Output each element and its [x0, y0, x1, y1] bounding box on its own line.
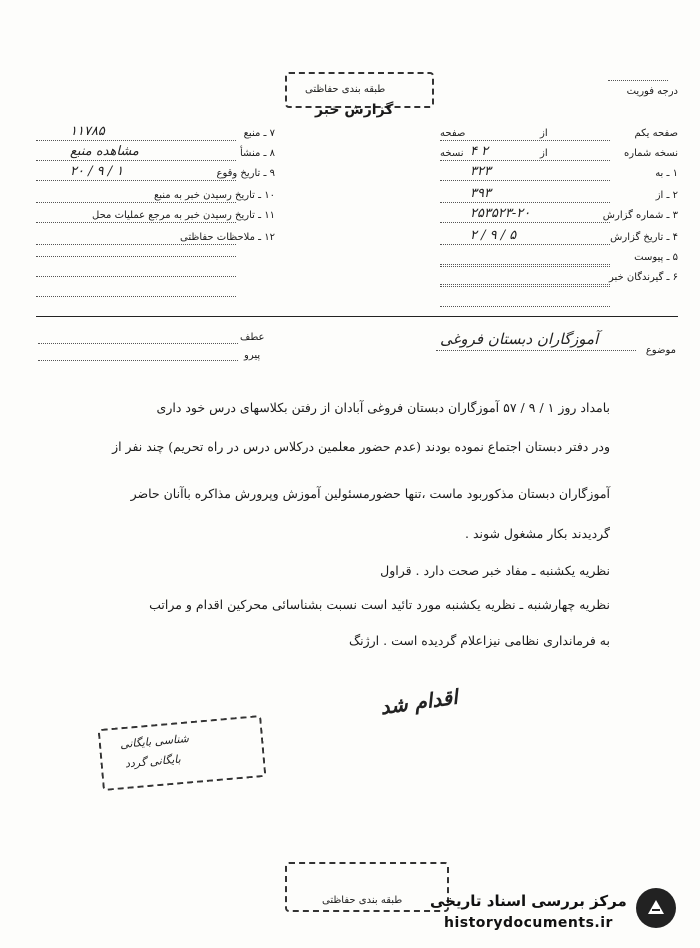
right-field-mid: از	[540, 128, 548, 139]
right-field-line	[440, 222, 610, 223]
ref-line	[38, 343, 238, 344]
right-field-end: صفحه	[440, 128, 466, 139]
right-field-label: ۳ ـ شماره گزارش	[602, 210, 678, 221]
blank-line	[36, 296, 236, 297]
document-title: گزارش خبر	[315, 102, 394, 118]
left-field-label: ۱۰ ـ تاریخ رسیدن خبر به منبع	[153, 190, 275, 201]
right-field-label: ۶ ـ گیرندگان خبر	[608, 272, 678, 283]
left-field-line	[36, 222, 236, 223]
archive-stamp	[98, 715, 267, 791]
subject-line	[436, 350, 636, 351]
right-field-label: صفحه یکم	[634, 128, 678, 139]
signature: اقدام شد	[378, 684, 460, 720]
left-field-line	[36, 202, 236, 203]
left-field-label: ۹ ـ تاریخ وقوع	[216, 168, 275, 179]
blank-line	[440, 306, 610, 307]
left-field-label: ۸ ـ منشأ	[239, 148, 275, 159]
ref-label: عطف	[240, 332, 265, 343]
left-field-label: ۱۱ ـ تاریخ رسیدن خبر به مرجع عملیات محل	[92, 210, 275, 221]
right-field-label: ۲ ـ از	[655, 190, 678, 201]
right-field-value: ۳۹۳	[470, 186, 491, 201]
right-field-value: ۵ / ۹ / ۲	[470, 228, 517, 243]
right-field-label: ۱ ـ به	[655, 168, 678, 179]
header-divider	[36, 316, 678, 317]
left-field-value: مشاهده منبع	[70, 144, 139, 159]
body-line-3: آموزگاران دبستان مذکوربود ماست ،تنها حضورمسئولین آموزش وپرورش مذاکره باآنان حاضر	[130, 486, 610, 501]
right-field-line	[440, 202, 610, 203]
right-field-mid: از	[540, 148, 548, 159]
left-field-value: ۱ / ۹ / ۲۰	[70, 164, 124, 179]
right-field-value: ۲ ۴	[470, 144, 489, 159]
body-line-4: گردیدند بکار مشغول شوند .	[465, 526, 610, 541]
footer-classification-label: طبقه بندی حفاظتی	[322, 895, 403, 906]
right-field-line	[440, 244, 610, 245]
blank-line	[440, 286, 610, 287]
follow-label: پیرو	[244, 350, 261, 361]
left-field-line	[36, 180, 236, 181]
stamp-text-1: شناسی بایگانی	[119, 732, 190, 751]
left-field-label: ۷ ـ منبع	[243, 128, 275, 139]
stamp-text-2: بایگانی گردد	[124, 752, 182, 771]
right-field-line	[440, 180, 610, 181]
right-field-end: نسخه	[440, 148, 464, 159]
opinion-line-1: نظریه یکشنبه ـ مفاد خبر صحت دارد . قراول	[380, 563, 610, 578]
left-field-line	[36, 140, 236, 141]
body-line-2: ودر دفتر دبستان اجتماع نموده بودند (عدم حضور معلمین درکلاس درس در راه تحریم) چند نفر از	[112, 439, 610, 454]
left-field-label: ۱۲ ـ ملاحظات حفاظتی	[180, 232, 275, 243]
follow-line	[38, 360, 238, 361]
subject-value: آموزگاران دبستان فروغی	[440, 330, 599, 348]
priority-label: درجه فوریت	[626, 86, 678, 97]
classification-label: طبقه بندی حفاظتی	[305, 84, 386, 95]
right-field-label: نسخه شماره	[624, 148, 678, 159]
watermark-logo-icon	[636, 888, 676, 928]
watermark-url: historydocuments.ir	[444, 915, 613, 931]
blank-line	[36, 276, 236, 277]
right-field-label: ۴ ـ تاریخ گزارش	[610, 232, 678, 243]
opinion-line-3: به فرمانداری نظامی نیزاعلام گردیده است . ارژنگ	[348, 633, 610, 648]
right-field-line	[440, 264, 610, 265]
left-field-line	[36, 160, 236, 161]
opinion-line-2: نظریه چهارشنبه ـ نظریه یکشنبه مورد تائید است نسبت بشناسائی محرکین اقدام و مراتب	[149, 597, 610, 612]
left-field-value: ۱۱۷۸۵	[70, 124, 105, 139]
watermark-title: مرکز بررسی اسناد تاریخی	[430, 892, 627, 910]
right-field-value: ۳۲۳	[470, 164, 491, 179]
left-field-line	[36, 244, 236, 245]
right-field-value: ۲۵۳۵۲۳-۲۰	[470, 206, 531, 221]
right-field-line	[440, 284, 610, 285]
body-line-1: بامداد روز ۱ / ۹ / ۵۷ آموزگاران دبستان فروغی آبادان از رفتن بکلاسهای درس خود داری	[156, 400, 610, 415]
subject-label: موضوع	[645, 345, 676, 356]
blank-line	[36, 256, 236, 257]
right-field-line	[440, 140, 610, 141]
priority-line	[608, 80, 668, 81]
right-field-label: ۵ ـ پیوست	[634, 252, 678, 263]
right-field-line	[440, 160, 610, 161]
blank-line	[440, 266, 610, 267]
